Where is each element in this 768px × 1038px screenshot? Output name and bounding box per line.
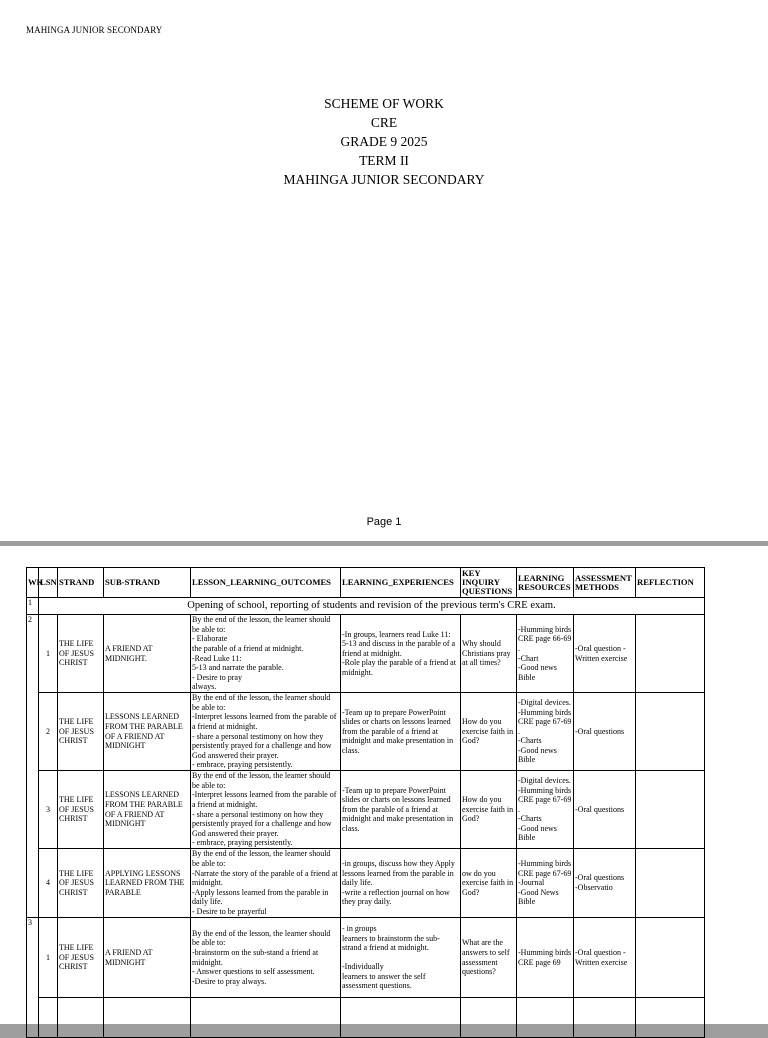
outcome-line: -brainstorm on the sub-stand a friend at midnight. bbox=[192, 947, 319, 967]
strand-cell: THE LIFE OF JESUS CHRIST bbox=[58, 771, 104, 849]
header-cell: REFLECTION bbox=[636, 568, 705, 598]
lesson-cell: 4 bbox=[39, 849, 58, 918]
experience-line: learners to brainstorm the sub-strand a friend at midnight. bbox=[342, 933, 440, 953]
table-header-row bbox=[27, 568, 705, 598]
resource-line: -Humming birds CRE page 67-69 bbox=[518, 859, 572, 878]
sub-strand-cell: APPLYING LESSONS LEARNED FROM THE PARABLE bbox=[104, 849, 191, 918]
reflection-cell bbox=[636, 849, 705, 918]
lesson-cell: 3 bbox=[39, 771, 58, 849]
outcome-line: - Answer questions to self assessment. bbox=[192, 967, 315, 977]
lesson-cell: 2 bbox=[39, 693, 58, 771]
assessment-cell bbox=[574, 849, 636, 918]
strand-cell: THE LIFE OF JESUS CHRIST bbox=[58, 693, 104, 771]
outcome-line: - share a personal testimony on how they persistently prayed for a challenge and how God answered their prayer. bbox=[192, 809, 332, 838]
table-row bbox=[27, 998, 705, 1038]
table-row bbox=[27, 693, 705, 771]
week-cell: 1 bbox=[27, 598, 39, 615]
assessment-line: -Oral questions bbox=[575, 804, 625, 814]
outcome-line: -Interpret lessons learned from the parable of a friend at midnight. bbox=[192, 712, 337, 731]
empty-cell bbox=[574, 998, 636, 1038]
header-cell: LSN bbox=[39, 568, 58, 598]
resource-line: -Humming birds CRE page 66-69 . bbox=[518, 624, 572, 653]
outcome-line: - Elaborate bbox=[192, 634, 228, 644]
header-cell: SUB-STRAND bbox=[104, 568, 191, 598]
empty-cell bbox=[517, 998, 574, 1038]
inquiry-cell: Why should Christians pray at all times? bbox=[461, 615, 517, 693]
assessment-cell bbox=[574, 771, 636, 849]
outcome-line: -Read Luke 11: bbox=[192, 653, 242, 663]
reflection-cell bbox=[636, 693, 705, 771]
inquiry-cell: What are the answers to self assessment questions? bbox=[461, 918, 517, 998]
table-row bbox=[27, 918, 705, 998]
experience-line: -Individually bbox=[342, 962, 384, 971]
experience-line: -Role play the parable of a friend at midnight. bbox=[342, 658, 456, 677]
reflection-cell bbox=[636, 918, 705, 998]
sub-strand-cell: LESSONS LEARNED FROM THE PARABLE OF A FRIEND AT MIDNIGHT bbox=[104, 693, 191, 771]
assessment-line: Written exercise bbox=[575, 957, 628, 967]
resources-cell bbox=[517, 615, 574, 693]
resources-cell bbox=[517, 693, 574, 771]
header-cell: LESSON_LEARNING_OUTCOMES bbox=[191, 568, 341, 598]
inquiry-cell: How do you exercise faith in God? bbox=[461, 693, 517, 771]
assessment-line: -Oral questions bbox=[575, 726, 625, 736]
assessment-line: -Oral questions bbox=[575, 873, 625, 883]
strand-cell: THE LIFE OF JESUS CHRIST bbox=[58, 918, 104, 998]
title-line: CRE bbox=[370, 115, 398, 130]
resource-line: -Charts bbox=[518, 736, 542, 746]
empty-cell bbox=[341, 998, 461, 1038]
assessment-line: -Observatio bbox=[575, 883, 613, 892]
outcome-line: the parable of a friend at midnight. bbox=[192, 643, 304, 653]
experiences-cell bbox=[341, 693, 461, 771]
experience-line: -Team up to prepare PowerPoint slides or charts on lessons learned from the parable of a friend at midnight and make presentation in class. bbox=[342, 707, 454, 755]
week1-note: Opening of school, reporting of students and revision of the previous term's CRE exam. bbox=[39, 598, 705, 615]
experience-line: - in groups bbox=[342, 924, 377, 934]
lesson-cell: 1 bbox=[39, 918, 58, 998]
experiences-cell bbox=[341, 849, 461, 918]
table-row bbox=[27, 849, 705, 918]
resources-cell bbox=[517, 918, 574, 998]
experience-line: -write a reflection journal on how they pray daily. bbox=[342, 887, 450, 907]
outcome-line: 5-13 and narrate the parable. bbox=[192, 663, 284, 673]
page-2 bbox=[0, 546, 768, 1024]
empty-cell bbox=[58, 998, 104, 1038]
header-cell: KEY INQUIRY QUESTIONS bbox=[461, 568, 517, 598]
outcome-line: always. bbox=[192, 682, 217, 692]
empty-cell bbox=[104, 998, 191, 1038]
resource-line: -Humming birds CRE page 69 bbox=[518, 947, 572, 967]
outcomes-cell bbox=[191, 693, 341, 771]
outcomes-cell bbox=[191, 615, 341, 693]
title-line: MAHINGA JUNIOR SECONDARY bbox=[283, 172, 485, 187]
resource-line: -Humming birds CRE page 67-69 . bbox=[518, 785, 572, 814]
reflection-cell bbox=[636, 771, 705, 849]
assessment-cell bbox=[574, 693, 636, 771]
resource-line: -Digital devices. bbox=[518, 775, 571, 785]
resource-line: -Charts bbox=[518, 814, 542, 824]
outcome-line: By the end of the lesson, the learner should be able to: bbox=[192, 615, 331, 634]
resource-line: -Humming birds CRE page 67-69 . bbox=[518, 707, 572, 736]
experience-line: -Team up to prepare PowerPoint slides or charts on lessons learned from the parable of a friend at midnight and make presentation in class. bbox=[342, 785, 454, 833]
resource-line: -Good News Bible bbox=[518, 887, 559, 907]
outcome-line: By the end of the lesson, the learner should be able to: bbox=[192, 693, 331, 712]
outcome-line: - Desire to be prayerful bbox=[192, 906, 267, 916]
outcome-line: - embrace, praying persistently. bbox=[192, 838, 293, 848]
resource-line: -Good news Bible bbox=[518, 745, 557, 765]
outcome-line: By the end of the lesson, the learner should be able to: bbox=[192, 771, 331, 790]
resource-line: -Good news Bible bbox=[518, 823, 557, 843]
assessment-cell bbox=[574, 615, 636, 693]
assessment-line: Written exercise bbox=[575, 653, 628, 663]
experience-line: -In groups, learners read Luke 11: 5-13 and discuss in the parable of a friend at midnight. bbox=[342, 629, 456, 658]
table-row bbox=[27, 615, 705, 693]
week-cell: 3 bbox=[27, 918, 39, 1038]
title-line: TERM II bbox=[359, 153, 409, 168]
table-row-week1 bbox=[27, 598, 705, 615]
header-cell: WK bbox=[27, 568, 39, 598]
experiences-cell bbox=[341, 771, 461, 849]
outcome-line: - share a personal testimony on how they persistently prayed for a challenge and how God answered their prayer. bbox=[192, 731, 332, 760]
week-cell: 2 bbox=[27, 615, 39, 918]
resource-line: -Chart bbox=[518, 653, 539, 663]
title-line: SCHEME OF WORK bbox=[324, 96, 444, 111]
outcome-line: By the end of the lesson, the learner should be able to: bbox=[192, 849, 331, 869]
assessment-line: -Oral question - bbox=[575, 643, 626, 653]
document-title-block bbox=[0, 94, 768, 189]
assessment-cell bbox=[574, 918, 636, 998]
header-cell: LEARNING_EXPERIENCES bbox=[341, 568, 461, 598]
experience-line: learners to answer the self assessment questions. bbox=[342, 971, 426, 991]
sub-strand-cell: LESSONS LEARNED FROM THE PARABLE OF A FRIEND AT MIDNIGHT bbox=[104, 771, 191, 849]
resources-cell bbox=[517, 849, 574, 918]
outcome-line: By the end of the lesson, the learner should be able to: bbox=[192, 928, 331, 948]
page-number: Page 1 bbox=[366, 516, 402, 528]
empty-cell bbox=[39, 998, 58, 1038]
sub-strand-cell: A FRIEND AT MIDNIGHT. bbox=[104, 615, 191, 693]
outcomes-cell bbox=[191, 849, 341, 918]
outcome-line: -Desire to pray always. bbox=[192, 976, 267, 986]
experience-spacer bbox=[342, 953, 459, 962]
scheme-of-work-table bbox=[26, 567, 705, 1038]
outcome-line: - Desire to pray bbox=[192, 672, 242, 682]
reflection-cell bbox=[636, 615, 705, 693]
table-row bbox=[27, 771, 705, 849]
outcomes-cell bbox=[191, 918, 341, 998]
header-cell: STRAND bbox=[58, 568, 104, 598]
outcomes-cell bbox=[191, 771, 341, 849]
experiences-cell bbox=[341, 615, 461, 693]
resource-line: -Journal bbox=[518, 878, 545, 888]
resource-line: -Good news Bible bbox=[518, 663, 557, 682]
experiences-cell bbox=[341, 918, 461, 998]
inquiry-cell: How do you exercise faith in God? bbox=[461, 771, 517, 849]
sub-strand-cell: A FRIEND AT MIDNIGHT bbox=[104, 918, 191, 998]
resources-cell bbox=[517, 771, 574, 849]
header-cell: LEARNING RESOURCES bbox=[517, 568, 574, 598]
outcome-line: -Narrate the story of the parable of a friend at midnight. bbox=[192, 868, 338, 888]
empty-cell bbox=[636, 998, 705, 1038]
outcome-line: -Apply lessons learned from the parable in daily life. bbox=[192, 887, 329, 907]
title-line: GRADE 9 2025 bbox=[340, 134, 428, 149]
experience-line: -in groups, discuss how they Apply lessons learned from the parable in daily life. bbox=[342, 859, 455, 888]
page-header-school: MAHINGA JUNIOR SECONDARY bbox=[26, 25, 163, 35]
lesson-cell: 1 bbox=[39, 615, 58, 693]
strand-cell: THE LIFE OF JESUS CHRIST bbox=[58, 615, 104, 693]
empty-cell bbox=[191, 998, 341, 1038]
empty-cell bbox=[461, 998, 517, 1038]
outcome-line: -Interpret lessons learned from the parable of a friend at midnight. bbox=[192, 790, 337, 809]
inquiry-cell: ow do you exercise faith in God? bbox=[461, 849, 517, 918]
outcome-line: - embrace, praying persistently. bbox=[192, 760, 293, 770]
assessment-line: -Oral question - bbox=[575, 947, 626, 957]
strand-cell: THE LIFE OF JESUS CHRIST bbox=[58, 849, 104, 918]
resource-line: -Digital devices. bbox=[518, 697, 571, 707]
header-cell: ASSESSMENT METHODS bbox=[574, 568, 636, 598]
